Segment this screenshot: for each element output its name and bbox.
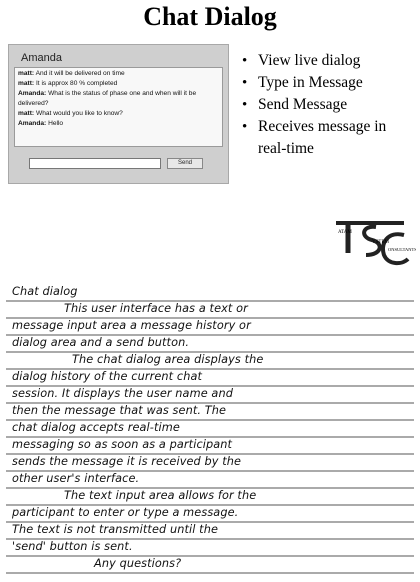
chat-message	[18, 69, 219, 79]
note-line: message input area a message history or	[12, 319, 251, 332]
svg-text:YSTEM: YSTEM	[372, 240, 389, 245]
note-line: The text input area allows for the	[64, 489, 257, 502]
chat-message	[18, 119, 219, 129]
message-sender: matt:	[18, 110, 35, 117]
message-text: It is approx 80 % completed	[35, 80, 118, 87]
message-text: Hello	[48, 120, 64, 127]
note-line: The chat dialog area displays the	[72, 353, 264, 366]
message-sender: matt:	[18, 70, 35, 77]
feature-item: • Receives message in real-time	[242, 118, 387, 157]
note-line: dialog history of the current chat	[12, 370, 203, 383]
note-line: dialog area and a send button.	[12, 336, 190, 349]
chat-message	[18, 79, 219, 89]
send-button[interactable]: Send	[167, 158, 203, 169]
note-line: This user interface has a text or	[64, 302, 248, 315]
message-text: And it will be delivered on time	[35, 70, 125, 77]
bullet-icon: •	[242, 119, 248, 135]
message-text: What is the status of phase one and when will it be delivered?	[18, 90, 197, 107]
feature-list	[240, 50, 415, 160]
feature-item: • Type in Message	[240, 72, 415, 94]
handwritten-note	[0, 281, 420, 582]
company-logo	[326, 213, 416, 271]
bullet-icon: •	[242, 97, 248, 113]
note-heading: Chat dialog	[12, 285, 78, 298]
chat-message	[18, 89, 219, 109]
feature-item: • View live dialog	[240, 50, 415, 72]
chat-username: Amanda	[21, 52, 62, 64]
note-line: session. It displays the user name and	[12, 387, 233, 400]
bullet-icon: •	[242, 75, 248, 91]
feature-item: • Send Message	[240, 94, 415, 116]
note-line: sends the message it is received by the	[12, 455, 242, 468]
message-sender: Amanda:	[18, 90, 47, 97]
chat-history[interactable]	[14, 67, 223, 147]
bullet-icon: •	[242, 53, 248, 69]
note-line: Any questions?	[94, 557, 182, 570]
note-line: 'send' button is sent.	[12, 540, 133, 553]
chat-panel	[8, 44, 229, 184]
svg-text:ONSULTANTS: ONSULTANTS	[388, 247, 416, 252]
note-line: messaging so as soon as a participant	[12, 438, 233, 451]
message-sender: Amanda:	[18, 120, 47, 127]
note-line: chat dialog accepts real-time	[12, 421, 180, 434]
message-input[interactable]	[29, 158, 161, 169]
chat-message	[18, 109, 219, 119]
note-line: The text is not transmitted until the	[12, 523, 219, 536]
note-line: then the message that was sent. The	[12, 404, 227, 417]
svg-text:ATAM: ATAM	[338, 230, 352, 235]
company-logo-graphic	[326, 213, 416, 271]
message-text: What would you like to know?	[35, 110, 123, 117]
slide-title: Chat Dialog	[143, 2, 277, 31]
message-sender: matt:	[18, 80, 35, 87]
note-line: participant to enter or type a message.	[12, 506, 239, 519]
note-line: other user's interface.	[12, 472, 140, 485]
